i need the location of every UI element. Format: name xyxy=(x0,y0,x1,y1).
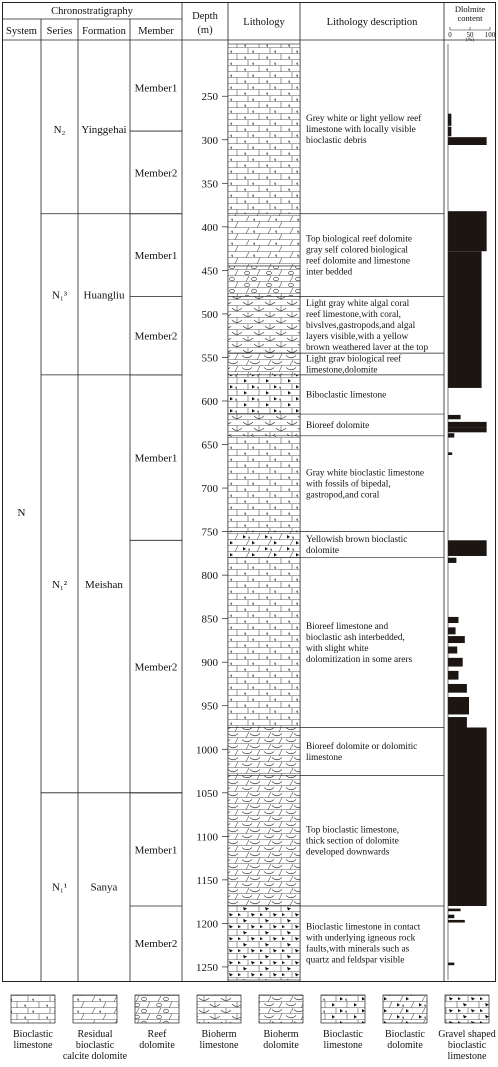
depth-tick-label: 450 xyxy=(201,265,218,278)
description-line: thick section of dolomite xyxy=(306,836,399,847)
dolomite-bar xyxy=(448,915,454,918)
dolomite-bar xyxy=(448,697,469,714)
description-line: dolomite xyxy=(306,546,340,557)
dolomite-bar xyxy=(448,415,461,419)
description-line: layers visible,with a yellow xyxy=(306,331,409,342)
header-lithology: Lithology xyxy=(243,17,285,28)
description-line: Biboclastic limestone xyxy=(306,390,387,401)
lithology-unit xyxy=(228,44,300,214)
depth-tick-label: 1000 xyxy=(196,744,218,757)
header-chronostratigraphy: Chronostratigraphy xyxy=(51,6,133,17)
legend-label xyxy=(139,1029,175,1051)
lithology-unit xyxy=(228,775,300,906)
description-line: gray self colored biological xyxy=(306,245,408,256)
stratigraphy-columns xyxy=(18,83,182,950)
description-line: Grey white or light yellow reef xyxy=(306,113,422,124)
dolomite-content-chart xyxy=(448,44,487,980)
lithology-unit xyxy=(228,214,300,266)
description-line: bioclastic debris xyxy=(306,135,367,146)
description-line: limestone xyxy=(306,752,343,763)
system-label: N xyxy=(17,507,26,519)
description-line: Gray white bioclastic limestone xyxy=(306,468,424,479)
depth-tick-label: 750 xyxy=(201,526,218,539)
legend-label-line: Bioclastic xyxy=(13,1029,53,1040)
dolomite-bar xyxy=(448,137,487,145)
description-line: with slight white xyxy=(306,644,369,655)
depth-tick-label: 950 xyxy=(201,700,218,713)
description-line: with fossils of bipedal, xyxy=(306,479,391,490)
depth-tick-label: 250 xyxy=(201,91,218,104)
legend-label-line: calcite dolomite xyxy=(62,1051,128,1062)
member-label: Member2 xyxy=(134,167,178,180)
dolomite-unit: (%) xyxy=(465,37,475,43)
header-series: Series xyxy=(46,26,73,37)
series-label: N₁¹ xyxy=(51,881,68,894)
dolomite-bar xyxy=(448,627,456,634)
member-label: Member2 xyxy=(134,937,178,950)
lithology-description xyxy=(306,469,424,501)
header-formation: Formation xyxy=(82,26,126,37)
series-label: N₁² xyxy=(51,578,68,591)
description-line: Yellowish brown bioclastic xyxy=(306,535,408,546)
depth-tick-label: 850 xyxy=(201,613,218,626)
formation-label: Sanya xyxy=(90,881,118,894)
lithology-unit xyxy=(228,436,300,532)
lithology-description xyxy=(306,390,386,400)
depth-tick-label: 700 xyxy=(201,483,218,496)
lithology-unit xyxy=(228,906,300,980)
dolomite-tick-100: 100 xyxy=(484,31,496,39)
legend-label-line: bioclastic xyxy=(75,1040,115,1051)
description-line: Light gray white algal coral xyxy=(306,298,410,309)
description-line: developed downwards xyxy=(306,847,390,858)
lithology-column xyxy=(228,44,300,980)
dolomite-bar xyxy=(448,909,461,912)
header-system: System xyxy=(6,26,37,37)
dolomite-bar xyxy=(448,636,465,643)
description-line: brown weathered laver at the top xyxy=(306,342,429,353)
lithology-description xyxy=(306,113,422,146)
series-label: N₁³ xyxy=(51,289,68,302)
depth-tick-label: 1200 xyxy=(196,918,218,931)
description-line: inter bedded xyxy=(306,267,353,278)
depth-tick-label: 900 xyxy=(201,657,218,670)
lithology-unit xyxy=(228,532,300,558)
legend-label xyxy=(263,1029,299,1051)
description-line: with underlying igneous rock xyxy=(306,933,416,944)
legend-label xyxy=(438,1029,495,1062)
lithology-description xyxy=(306,420,369,431)
member-label: Member1 xyxy=(134,452,178,465)
dolomite-bar xyxy=(448,617,459,623)
dolomite-bar xyxy=(448,558,456,563)
dolomite-bar xyxy=(448,727,487,905)
lithology-description xyxy=(306,922,421,965)
dolomite-scale xyxy=(448,27,496,43)
legend-label-line: Reef xyxy=(147,1029,167,1040)
description-line: Bioreef dolomite or dolomitic xyxy=(306,741,418,752)
depth-tick-label: 400 xyxy=(201,221,218,234)
legend-label xyxy=(200,1029,239,1051)
lithology-description xyxy=(306,299,428,353)
legend-label xyxy=(323,1029,364,1051)
legend xyxy=(11,995,496,1062)
header-depth-unit: (m) xyxy=(197,25,213,36)
legend-swatch xyxy=(259,995,303,1023)
legend-label xyxy=(13,1029,54,1051)
dolomite-bar xyxy=(448,211,487,251)
description-line: bivslves,gastropods,and algal xyxy=(306,320,416,331)
lithology-unit xyxy=(228,266,300,296)
series-label: N₂ xyxy=(53,123,66,136)
description-line: faults,with minerals such as xyxy=(306,944,410,955)
legend-label xyxy=(63,1029,128,1062)
depth-axis xyxy=(196,91,228,974)
legend-label-line: bioclastic xyxy=(447,1040,487,1051)
lithology-unit xyxy=(228,375,300,414)
lithology-description xyxy=(306,234,412,278)
depth-tick-label: 350 xyxy=(201,178,218,191)
member-label: Member1 xyxy=(134,844,178,857)
header-dolomite-title-1: Dlolmite xyxy=(454,4,486,14)
header-lithology-description: Lithology description xyxy=(326,17,418,28)
legend-label-line: limestone xyxy=(199,1040,239,1051)
legend-label-line: dolomite xyxy=(263,1040,299,1051)
lithology-description xyxy=(306,353,402,375)
legend-label-line: Residual xyxy=(77,1029,113,1040)
description-line: reef limestone,with coral, xyxy=(306,309,401,320)
header-dolomite-title-2: content xyxy=(457,13,483,23)
depth-tick-label: 1100 xyxy=(196,831,218,844)
legend-label-line: Bioherm xyxy=(201,1029,237,1040)
depth-tick-label: 800 xyxy=(201,570,218,583)
legend-swatch xyxy=(383,995,427,1023)
depth-tick-label: 550 xyxy=(201,352,218,365)
legend-label-line: limestone xyxy=(323,1040,363,1051)
dolomite-bar xyxy=(448,963,454,966)
legend-label xyxy=(385,1029,426,1051)
legend-swatch xyxy=(11,995,55,1023)
dolomite-tick-0: 0 xyxy=(448,31,452,39)
legend-label-line: dolomite xyxy=(387,1040,423,1051)
description-line: Top bioclastic limestone, xyxy=(306,825,400,836)
legend-swatch xyxy=(321,995,365,1023)
member-label: Member2 xyxy=(134,330,178,343)
description-line: dolomitization in some arers xyxy=(306,655,413,666)
formation-label: Meishan xyxy=(85,578,123,591)
lithology-unit xyxy=(228,727,300,775)
depth-tick-label: 650 xyxy=(201,439,218,452)
lithology-description xyxy=(306,826,399,858)
dolomite-bar xyxy=(448,127,451,137)
dolomite-bar xyxy=(448,427,487,432)
lithology-unit xyxy=(228,414,300,436)
dolomite-bar xyxy=(448,422,487,427)
legend-label-line: Bioherm xyxy=(263,1029,299,1040)
member-label: Member1 xyxy=(134,82,178,95)
formation-label: Yinggehai xyxy=(81,123,127,136)
legend-label-line: limestone xyxy=(447,1051,487,1062)
legend-swatch xyxy=(135,995,179,1023)
description-line: Bioreef limestone and xyxy=(306,622,389,633)
description-line: limestone,dolomite xyxy=(306,365,378,376)
lithology-description xyxy=(306,741,417,763)
legend-swatch xyxy=(73,995,117,1023)
member-label: Member1 xyxy=(134,250,178,263)
description-line: gastropod,and coral xyxy=(306,490,380,501)
legend-label-line: Bioclastic xyxy=(385,1029,425,1040)
description-line: quartz and feldspar visible xyxy=(306,955,405,966)
dolomite-bar xyxy=(448,540,487,556)
header-depth: Depth xyxy=(192,11,218,22)
member-label: Member2 xyxy=(134,661,178,674)
depth-tick-label: 1050 xyxy=(196,787,218,800)
dolomite-tick-50: 50 xyxy=(466,31,474,39)
description-line: Bioreef dolomite xyxy=(306,420,370,431)
description-line: Top biological reef dolomite xyxy=(306,234,412,245)
dolomite-bar xyxy=(448,251,482,388)
lithology-unit xyxy=(228,558,300,728)
description-line: Bioclastic limestone in contact xyxy=(306,922,421,933)
lithology-description xyxy=(306,535,407,556)
description-line: reef dolomite and limestone xyxy=(306,256,411,267)
legend-label-line: Bioclastic xyxy=(323,1029,363,1040)
dolomite-bar xyxy=(448,433,454,437)
description-line: bioclastic ash interbedded, xyxy=(306,633,405,644)
legend-swatch xyxy=(445,995,489,1023)
legend-label-line: limestone xyxy=(13,1040,53,1051)
depth-tick-label: 300 xyxy=(201,134,218,147)
dolomite-bar xyxy=(448,717,467,727)
dolomite-bar xyxy=(448,671,459,680)
dolomite-bar xyxy=(448,658,463,667)
dolomite-bar xyxy=(448,684,467,693)
description-line: limestone with locally visible xyxy=(306,124,416,135)
legend-label-line: dolomite xyxy=(139,1040,175,1051)
dolomite-bar xyxy=(448,920,465,923)
description-line: Light grav biological reef xyxy=(306,354,402,365)
lithology-unit xyxy=(228,297,300,354)
lithology-description xyxy=(306,621,412,665)
dolomite-bar xyxy=(448,452,452,455)
depth-tick-label: 1150 xyxy=(196,874,218,887)
depth-tick-label: 500 xyxy=(201,308,218,321)
depth-tick-label: 1250 xyxy=(196,961,218,974)
dolomite-bar xyxy=(448,647,457,654)
legend-swatch xyxy=(197,995,241,1023)
legend-label-line: Gravel shaped xyxy=(438,1029,496,1040)
lithology-unit xyxy=(228,353,300,375)
description-column xyxy=(300,113,444,966)
dolomite-bar xyxy=(448,114,451,126)
formation-label: Huangliu xyxy=(83,289,125,302)
header-member: Member xyxy=(138,26,174,37)
depth-tick-label: 600 xyxy=(201,395,218,408)
